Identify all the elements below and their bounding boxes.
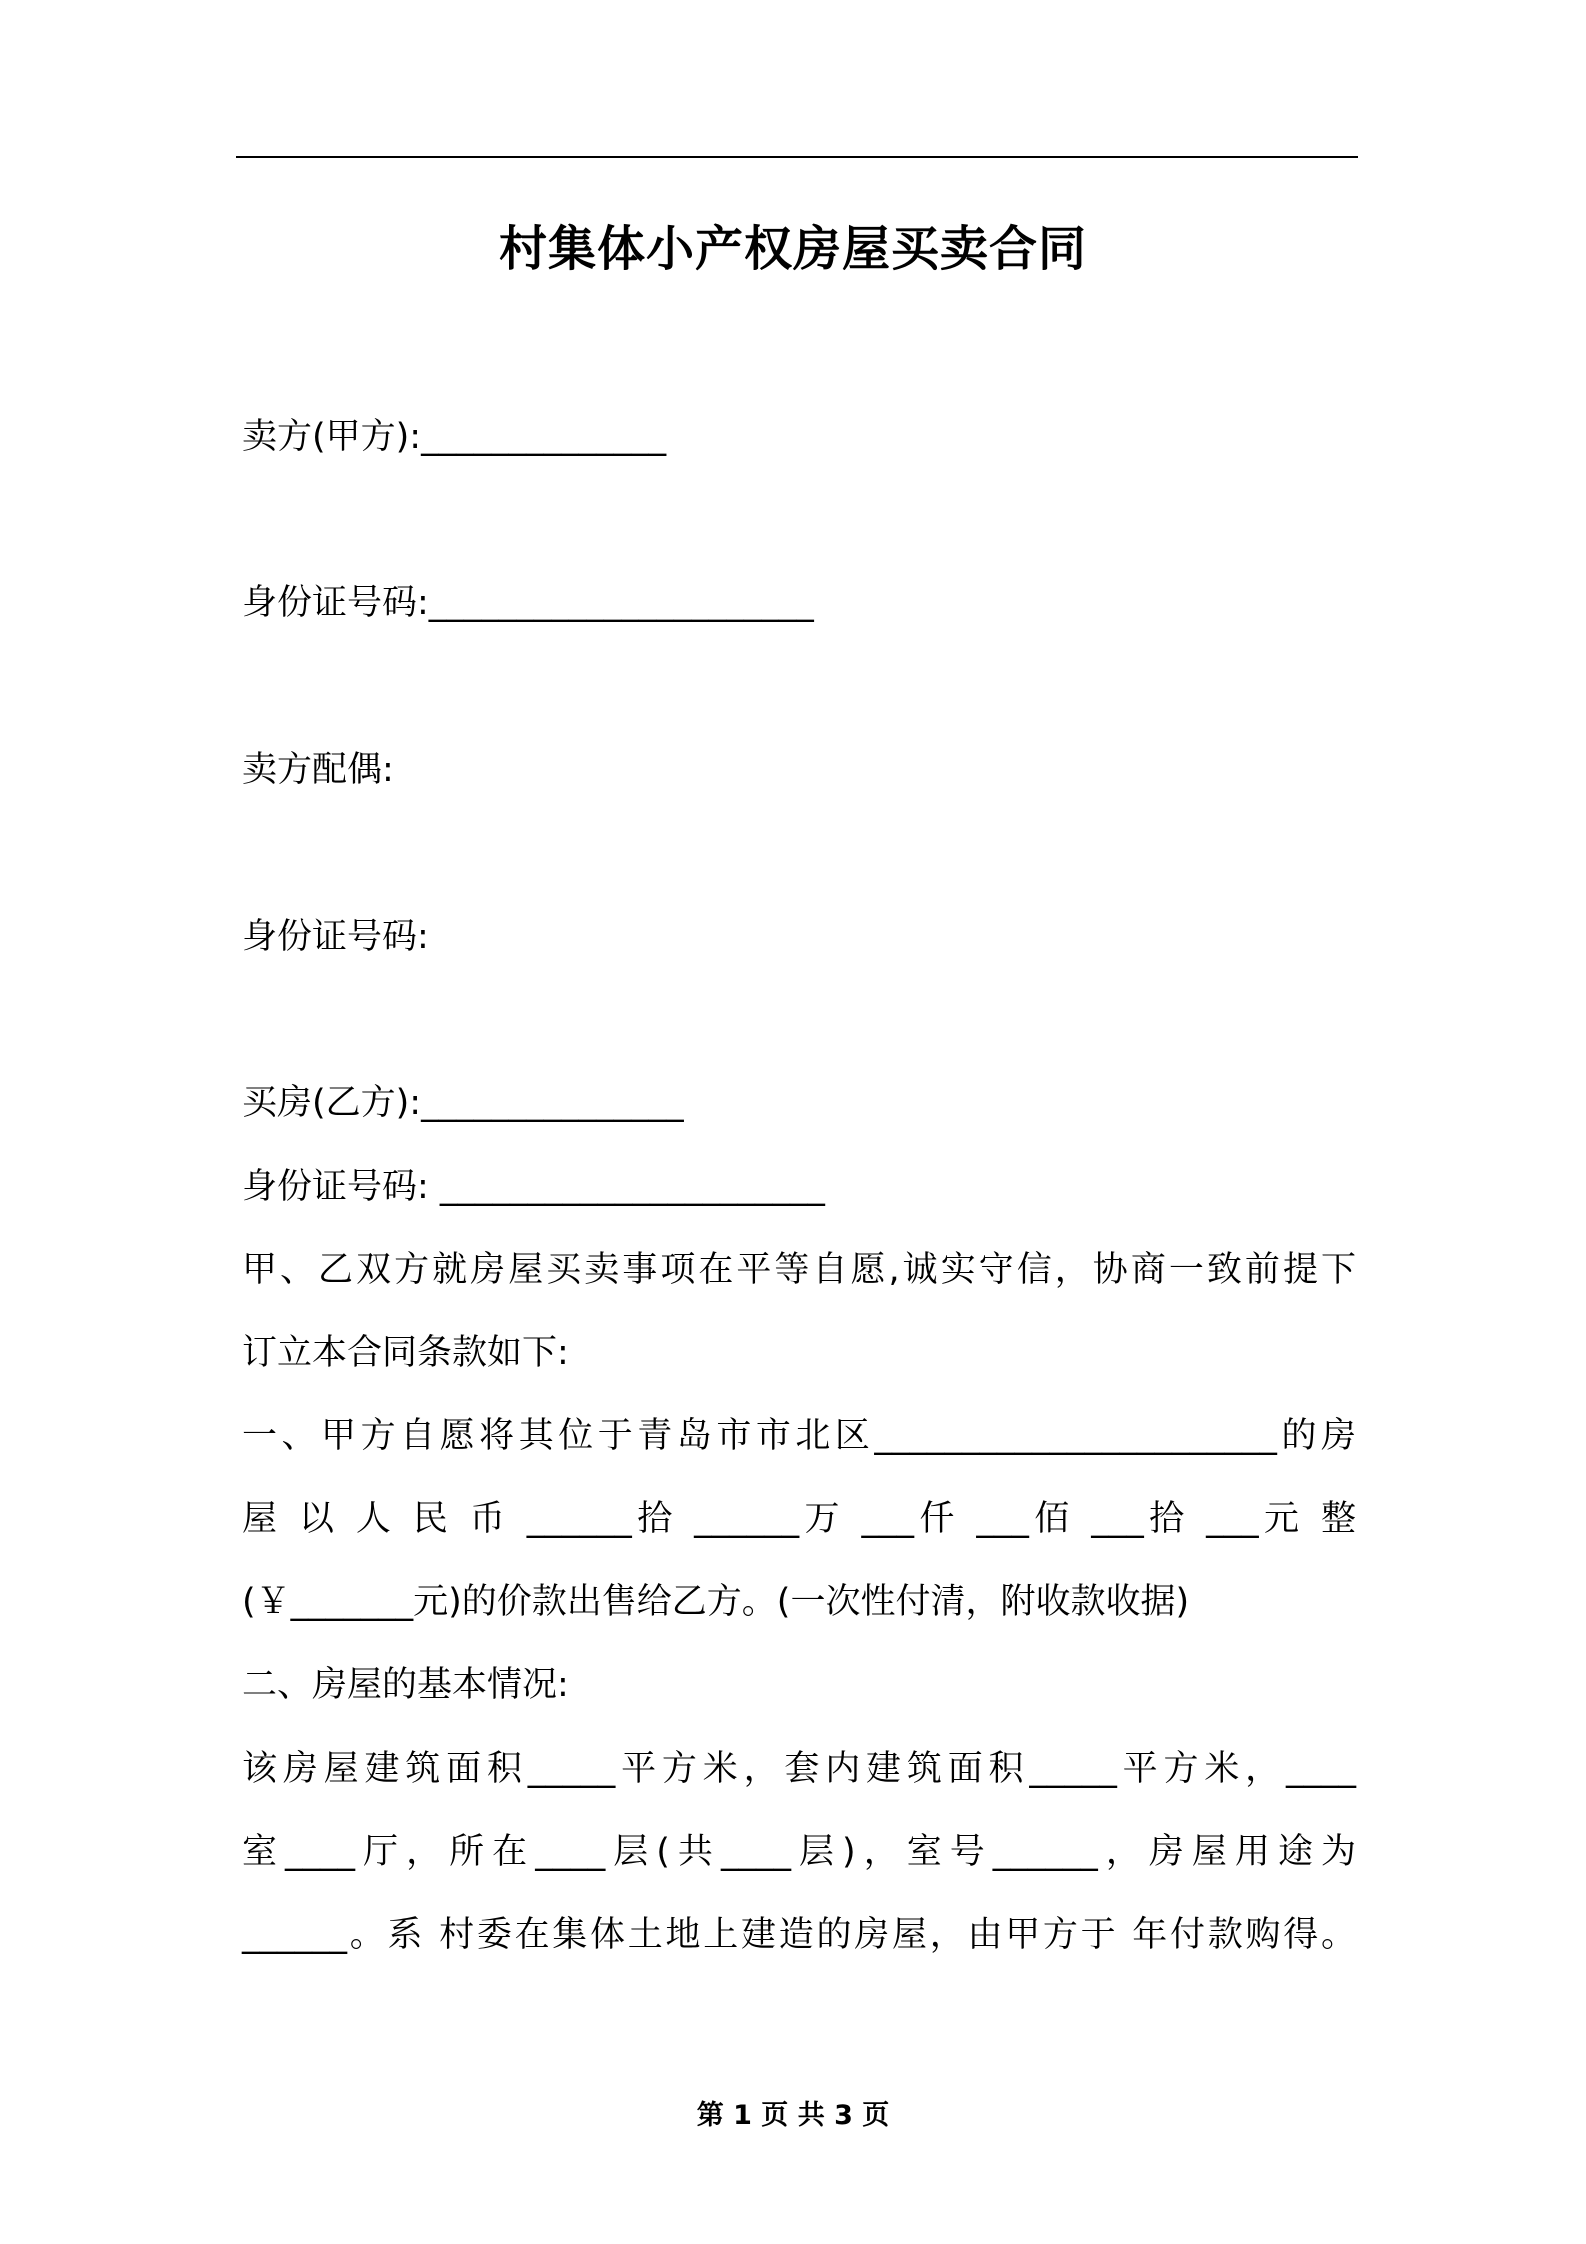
buyer-name-line: 买房(乙方):_______________ — [242, 1083, 684, 1123]
document-title: 村集体小产权房屋买卖合同 — [498, 221, 1087, 277]
clause-1-line-3: (￥_______元)的价款出售给乙方。(一次性付清，附收款收据) — [242, 1582, 1190, 1622]
buyer-id-line: 身份证号码: ______________________ — [242, 1167, 825, 1207]
clause-2-heading: 二、房屋的基本情况: — [242, 1665, 569, 1705]
preamble-line-1: 甲、乙双方就房屋买卖事项在平等自愿,诚实守信，协商一致前提下 — [242, 1250, 1356, 1290]
header-rule — [236, 156, 1358, 158]
clause-2-line-2: 室____厅，所在____层(共____层)，室号______，房屋用途为 — [242, 1832, 1356, 1872]
clause-1-line-2: 屋 以 人 民 币 ______拾 ______万 ___仟 ___佰 ___拾 ___元 整 — [242, 1499, 1356, 1539]
seller-spouse-line: 卖方配偶: — [242, 750, 394, 790]
clause-1-line-1: 一、甲方自愿将其位于青岛市市北区_______________________的房 — [242, 1416, 1356, 1456]
clause-2-line-1: 该房屋建筑面积_____平方米，套内建筑面积_____平方米，____ — [242, 1749, 1356, 1789]
seller-name-line: 卖方(甲方):______________ — [242, 417, 667, 457]
page-number-footer: 第 1 页 共 3 页 — [696, 2100, 890, 2131]
spouse-id-line: 身份证号码: — [242, 917, 429, 957]
clause-2-line-3: ______。系 村委在集体土地上建造的房屋，由甲方于 年付款购得。 — [242, 1915, 1356, 1955]
seller-id-line: 身份证号码:______________________ — [242, 583, 814, 623]
preamble-line-2: 订立本合同条款如下: — [242, 1333, 569, 1373]
